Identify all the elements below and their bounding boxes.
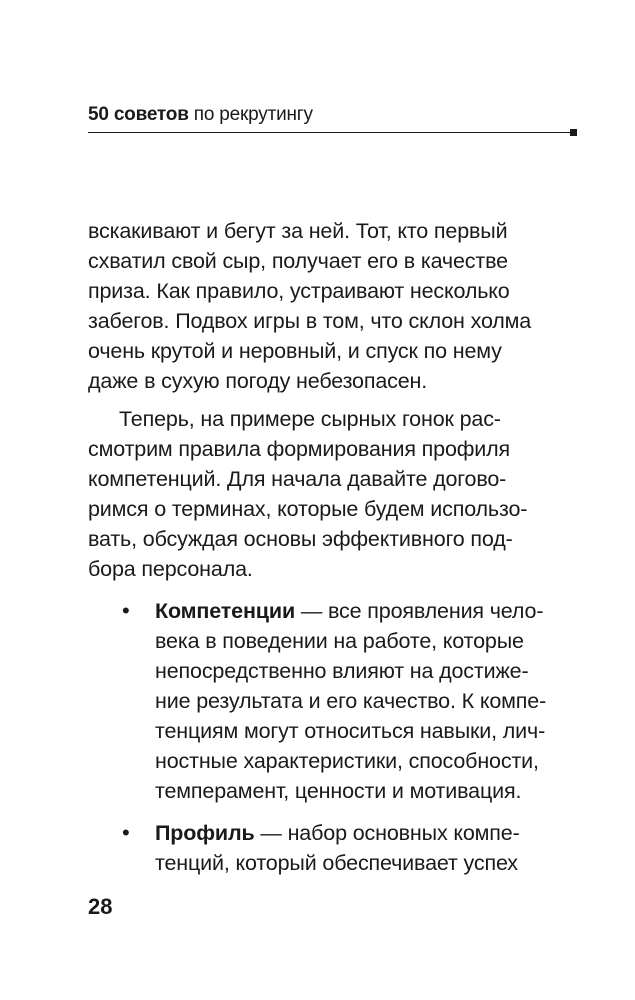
header-rule-square-icon [570,129,577,136]
list-item-profile [88,818,578,878]
text-line: темперамент, ценности и мотивация. [155,779,522,803]
text-line: очень крутой и неровный, и спуск по нему [88,339,502,363]
text-line: смотрим правила формирования профиля [88,437,511,461]
running-head [88,103,313,127]
header-rule [88,132,571,133]
text-line: тенций, который обеспечивает успех [155,851,518,875]
text-line: вать, обсуждая основы эффективного под- [88,527,513,551]
text-line: даже в сухую погоду небезопасен. [88,369,428,393]
main-text [88,216,568,584]
text-line: бора персонала. [88,557,253,581]
text-line: приза. Как правило, устраивают несколько [88,279,510,303]
text-line: ностные характеристики, способности, [155,749,539,773]
text-line: забегов. Подвох игры в том, что склон холма [88,309,532,333]
page-number: 28 [88,894,113,919]
text-line: римся о терминах, которые будем использо- [88,497,528,521]
bullet-icon: • [122,820,130,845]
text-line: тенциям могут относиться навыки, лич- [155,719,546,743]
list-item-competencies [88,596,578,806]
term-competencies: Компетенции [155,599,296,623]
definition-text: — все проявления чело- [295,599,544,623]
text-line: схватил свой сыр, получает его в качестве [88,249,508,273]
definition-text: — набор основных компе- [254,821,520,845]
definition-list [88,596,578,806]
bullet-icon: • [122,598,130,623]
text-line: Теперь, на примере сырных гонок рас- [119,407,501,431]
text-line: вскакивают и бегут за ней. Тот, кто первый [88,219,508,243]
text-line: ние результата и его качество. К компе- [155,689,547,713]
text-line: непосредственно влияют на достиже- [155,659,529,683]
definition-list-2 [88,818,578,878]
term-profile: Профиль [155,821,255,845]
running-head-bold: 50 советов [88,104,189,125]
running-head-regular: по рекрутингу [188,104,313,125]
text-line: века в поведении на работе, которые [155,629,524,653]
text-line: компетенций. Для начала давайте догово- [88,467,507,491]
